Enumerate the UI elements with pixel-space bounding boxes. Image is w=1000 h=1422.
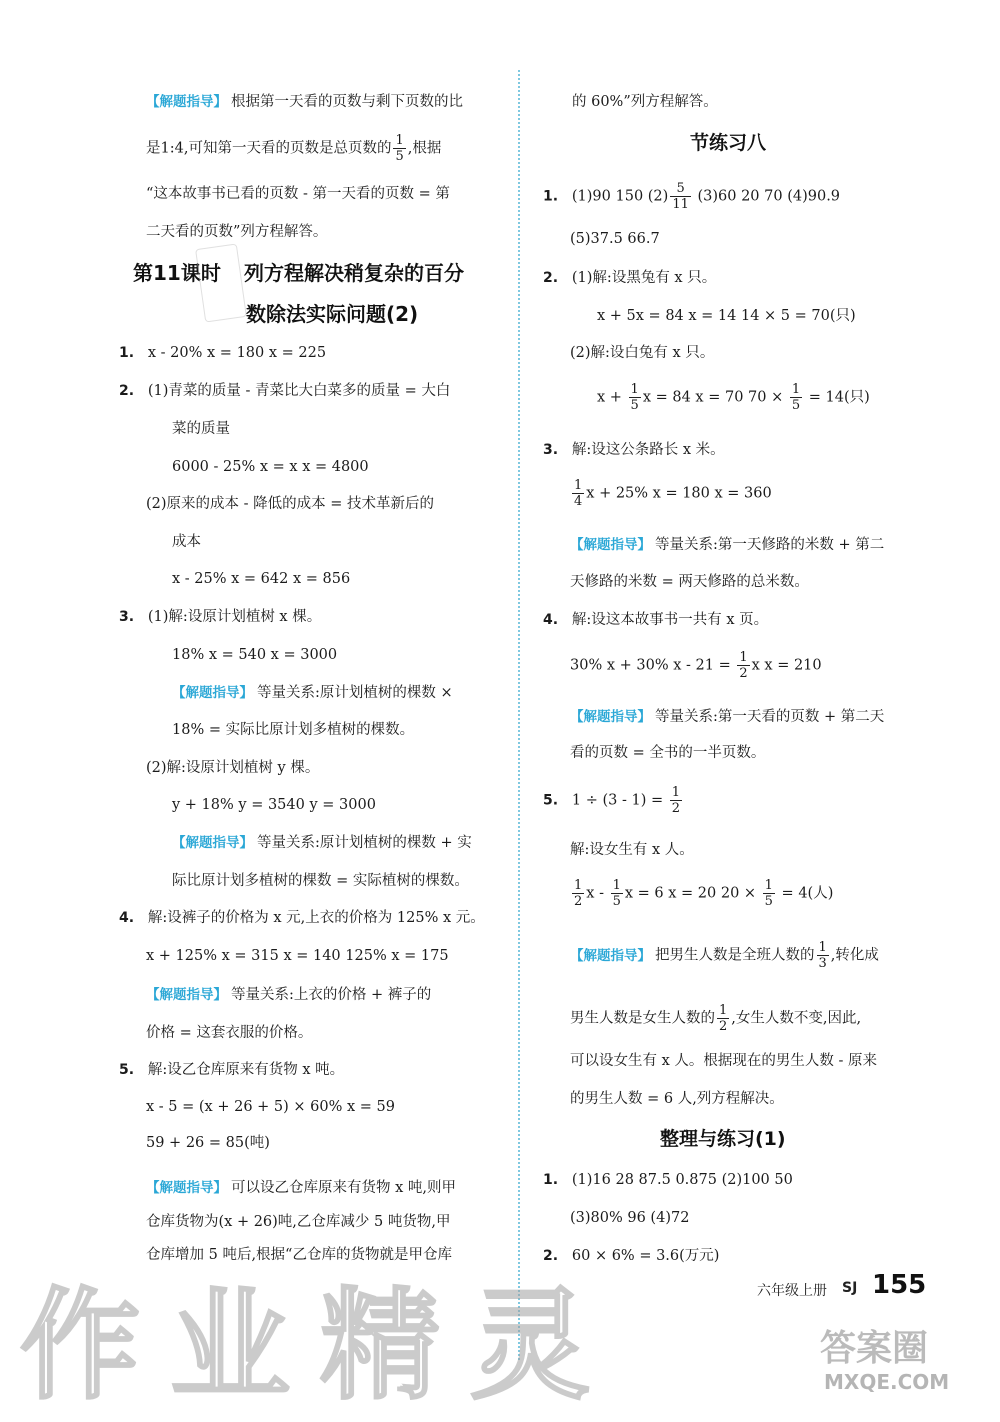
column-divider [518, 70, 520, 1360]
s-question-2-l1: 2. 60 × 6% = 3.6(万元) [543, 1248, 720, 1264]
r-question-3-guide2: 天修路的米数 = 两天修路的总米数。 [570, 574, 809, 590]
watermark-right [820, 1320, 990, 1400]
question-2-a1: 2. (1)青菜的质量 - 青菜比大白菜多的质量 = 大白 [119, 383, 451, 399]
question-3-b2: y + 18% y = 3540 y = 3000 [172, 797, 376, 813]
r-question-5-guide4: 的男生人数 = 6 人,列方程解决。 [570, 1091, 784, 1107]
question-4-l1: 4. 解:设裤子的价格为 x 元,上衣的价格为 125% x 元。 [119, 910, 485, 926]
question-5-l1: 5. 解:设乙仓库原来有货物 x 吨。 [119, 1062, 345, 1078]
r-question-5-guide1: 【 解题指导 】 把男生人数是全班人数的 $\frac{1}{3}$ ,转化成 [570, 940, 879, 971]
question-2-b3: x - 25% x = 642 x = 856 [172, 571, 351, 587]
question-3-a2: 18% x = 540 x = 3000 [172, 647, 338, 663]
r-question-2-b2: x + $\frac{1}{5}$ x = 84 x = 70 70 × $\frac{1}{5}$ = 14(只) [597, 382, 870, 413]
s-question-1-l1: 1. (1)16 28 87.5 0.875 (2)100 50 [543, 1172, 793, 1188]
watermark-right-url: MXQE.COM [824, 1370, 950, 1394]
footer-grade: 六年级上册 [757, 1283, 827, 1299]
question-3-guide1b: 18% = 实际比原计划多植树的棵数。 [172, 722, 415, 738]
r-question-2-b1: (2)解:设白兔有 x 只。 [570, 345, 715, 361]
lesson-title-line2: 数除法实际问题(2) [246, 302, 419, 326]
question-5-l3: 59 + 26 = 85(吨) [146, 1135, 270, 1151]
question-1: 1. x - 20% x = 180 x = 225 [119, 345, 327, 361]
question-2-b2: 成本 [172, 534, 201, 550]
question-2-b1: (2)原来的成本 - 降低的成本 = 技术革新后的 [146, 496, 435, 512]
r-question-2-a1: 2. (1)解:设黑兔有 x 只。 [543, 270, 717, 286]
watermark-left: 作业精灵 [20, 1277, 620, 1416]
intro-line1: 【 解题指导 】 根据第一天看的页数与剩下页数的比 [146, 92, 463, 112]
r-question-4-guide1: 【 解题指导 】 等量关系:第一天看的页数 + 第二天 [570, 707, 884, 727]
intro-line2: 是1:4,可知第一天看的页数是总页数的 $\frac{1}{5}$ ,根据 [146, 133, 442, 164]
question-2-a3: 6000 - 25% x = x x = 4800 [172, 459, 369, 475]
intro-line4: 二天看的页数”列方程解答。 [146, 224, 328, 240]
question-3-guide2: 【 解题指导 】 等量关系:原计划植树的棵数 + 实 [172, 833, 472, 853]
question-5-l2: x - 5 = (x + 26 + 5) × 60% x = 59 [146, 1099, 395, 1115]
question-5-guide2: 仓库货物为(x + 26)吨,乙仓库减少 5 吨货物,甲 [146, 1214, 451, 1230]
r-question-5-l2: 解:设女生有 x 人。 [570, 842, 694, 858]
question-3-b1: (2)解:设原计划植树 y 棵。 [146, 760, 320, 776]
question-4-guide1: 【 解题指导 】 等量关系:上衣的价格 + 裤子的 [146, 985, 431, 1005]
question-4-guide2: 价格 = 这套衣服的价格。 [146, 1025, 313, 1041]
r-question-4-guide2: 看的页数 = 全书的一半页数。 [570, 745, 766, 761]
section-title-2: 整理与练习(1) [660, 1128, 786, 1150]
question-4-l2: x + 125% x = 315 x = 140 125% x = 175 [146, 948, 449, 964]
solution-tag: 【 解题指导 】 [146, 92, 227, 112]
r-question-5-guide2: 男生人数是女生人数的 $\frac{1}{2}$ ,女生人数不变,因此, [570, 1003, 862, 1034]
r-question-5-l3: $\frac{1}{2}$ x - $\frac{1}{5}$ x = 6 x = 20 20 × $\frac{1}{5}$ = 4(人) [574, 878, 834, 909]
question-5-guide3: 仓库增加 5 吨后,根据“乙仓库的货物就是甲仓库 [146, 1247, 452, 1263]
r-question-3-guide1: 【 解题指导 】 等量关系:第一天修路的米数 + 第二 [570, 535, 884, 555]
question-2-a2: 菜的质量 [172, 421, 230, 437]
question-5-guide1: 【 解题指导 】 可以设乙仓库原来有货物 x 吨,则甲 [146, 1178, 456, 1198]
r-question-2-a2: x + 5x = 84 x = 14 14 × 5 = 70(只) [597, 308, 856, 324]
section-title-1: 节练习八 [690, 132, 767, 154]
r-question-4-l2: 30% x + 30% x - 21 = $\frac{1}{2}$ x x = 210 [570, 650, 822, 681]
r-question-3-l2: $\frac{1}{4}$ x + 25% x = 180 x = 360 [574, 478, 772, 509]
watermark-right-logo: 答案圈 [820, 1328, 929, 1369]
r-question-4-l1: 4. 解:设这本故事书一共有 x 页。 [543, 612, 769, 628]
r-question-1-l2: (5)37.5 66.7 [570, 231, 660, 247]
fraction: $\frac{1}{5}$ [395, 133, 404, 164]
s-question-1-l2: (3)80% 96 (4)72 [570, 1210, 690, 1226]
page-number: 155 [872, 1270, 927, 1300]
question-3-a1: 3. (1)解:设原计划植树 x 棵。 [119, 609, 322, 625]
publisher-stamp [195, 243, 247, 322]
footer-series: SJ [842, 1280, 858, 1296]
question-3-guide2b: 际比原计划多植树的棵数 = 实际植树的棵数。 [172, 873, 469, 889]
r-question-3-l1: 3. 解:设这公条路长 x 米。 [543, 442, 725, 458]
right-continuation: 的 60%”列方程解答。 [572, 94, 718, 110]
question-3-guide1: 【 解题指导 】 等量关系:原计划植树的棵数 × [172, 683, 453, 703]
r-question-5-guide3: 可以设女生有 x 人。根据现在的男生人数 - 原来 [570, 1053, 878, 1069]
r-question-5-l1: 5. 1 ÷ (3 - 1) = $\frac{1}{2}$ [543, 785, 681, 816]
intro-line3: “这本故事书已看的页数 - 第一天看的页数 = 第 [146, 186, 450, 202]
lesson-label: 第11课时 [133, 261, 221, 285]
r-question-1-l1: 1. (1)90 150 (2) $\frac{5}{11}$ (3)60 20 70 (4)90.9 [543, 181, 841, 212]
lesson-title-line1: 列方程解决稍复杂的百分 [244, 261, 464, 285]
